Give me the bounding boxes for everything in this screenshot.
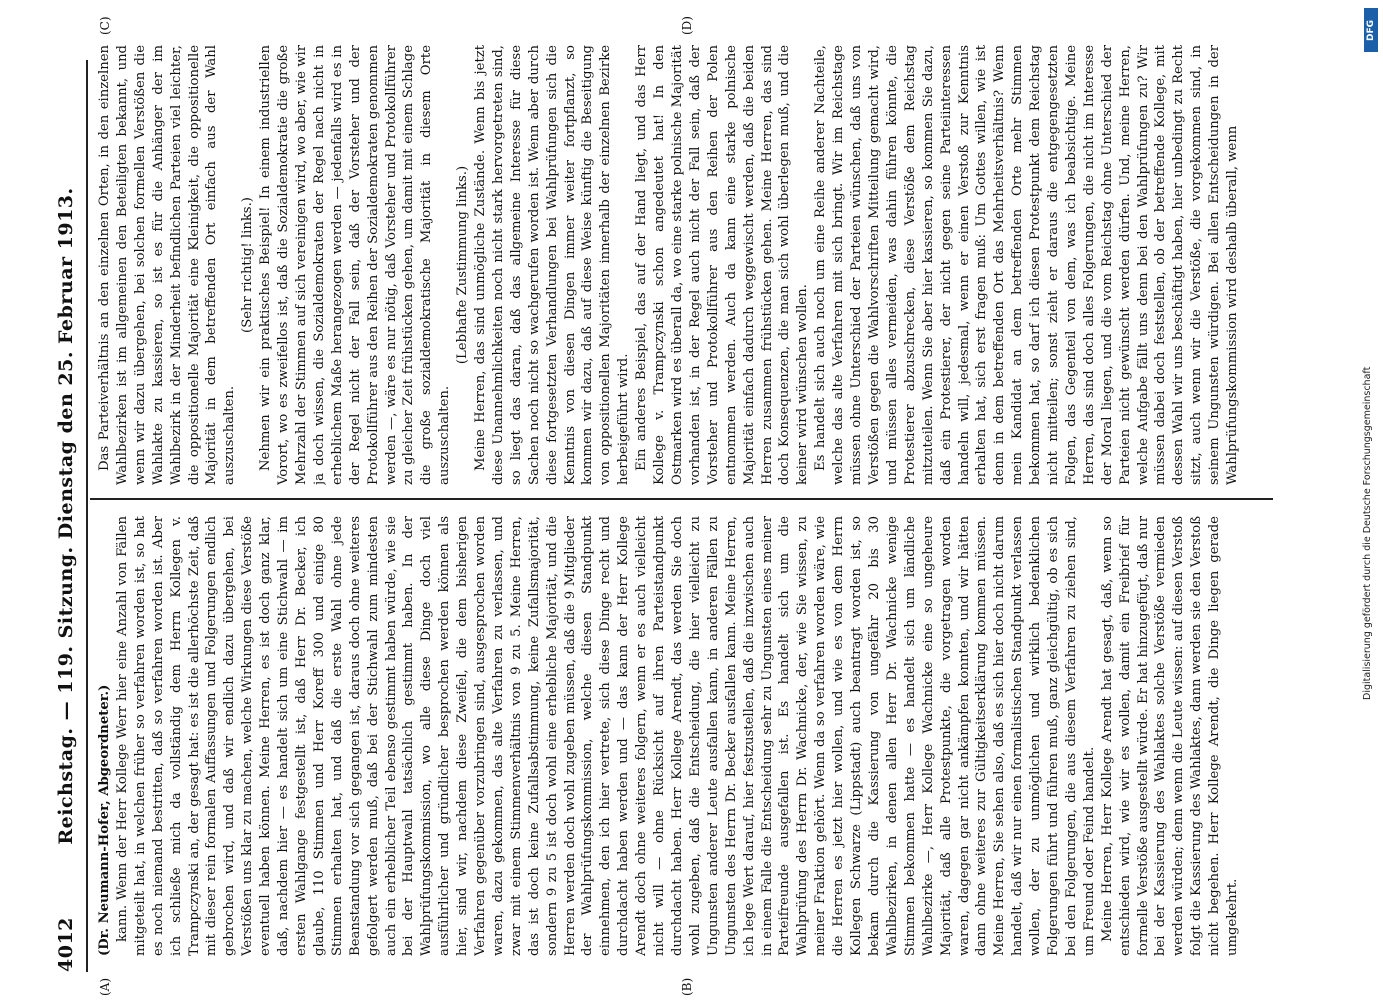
page-number: 4012	[55, 917, 77, 972]
paragraph: Ein anderes Beispiel, das auf der Hand liegt, und das Herr Kollege v. Trampczynski schon angedeutet hat! In den Ostmarken wird es überall da, wo eine starke polnische Majorität vorhanden ist, in der Regel auch nicht der Fall sein, daß der Vorsteher und Protokollführer aus den Reihen der Polen entnommen werden. Auch da kann eine starke polnische Majorität einfach dadurch weggewischt werden, daß die beiden Herren zusammen frühstücken gehen. Meine Herren, das sind doch Konsequenzen, die man sich wohl überlegen muß, und die keiner wird wünschen wollen.	[634, 45, 811, 485]
left-column	[96, 516, 1273, 956]
page-header	[55, 60, 85, 972]
dfg-logo: DFG	[1364, 8, 1378, 52]
interjection: (Lebhafte Zustimmung links.)	[455, 165, 471, 365]
margin-mark-c: (C)	[98, 16, 112, 35]
paragraph: Es handelt sich auch noch um eine Reihe anderer Nachteile, welche das alte Verfahren mit sich bringt. Wir im Reichstage müssen ohne Unterschied der Parteien wünschen, daß uns von Verstößen gegen die Wahlvorschriften Mitteilung gemacht wird, und müssen alles vermeiden, was dahin führen könnte, die Protestierer abzuschrecken, diese Verstöße dem Reichstag mitzuteilen. Wenn Sie aber hier kassieren, so kommen Sie dazu, daß ein Protestierer, der nicht gegen seine Parteiinteressen handeln will, jedesmal, wenn er einen Verstoß zur Kenntnis erhalten hat, sich erst fragen muß: Um Gottes willen, wie ist denn in dem betreffenden Ort das Mehrheitsverhältnis? Wenn mein Kandidat an dem betreffenden Orte mehr Stimmen bekommen hat, so darf ich diesen Protestpunkt dem Reichstag nicht mitteilen; sonst zieht er daraus die entgegengesetzten Folgen, das Gegenteil von dem, was ich beabsichtige. Meine Herren, das sind doch alles Folgerungen, die nicht im Interesse der Moral liegen, und die vom Reichstag ohne Unterschied der Parteien nicht gewünscht werden dürfen. Und, meine Herren, welche Aufgabe fällt uns denn bei den Wahlprüfungen zu? Wir müssen dabei doch feststellen, ob der betreffende Kollege, mit dessen Wahl wir uns beschäftigt haben, hier unbedingt zu Recht sitzt, auch wenn wir die Verstöße, die vorgekommen sind, in seinem Ungunsten würdigen. Bei allen Entscheidungen in der Wahlprüfungskommission wird deshalb überall, wenn	[813, 45, 1241, 485]
margin-mark-b: (B)	[680, 977, 694, 996]
right-column	[96, 45, 1273, 485]
margin-mark-d: (D)	[680, 16, 694, 35]
paragraph: Meine Herren, das sind unmögliche Zustände. Wenn bis jetzt diese Unannehmlichkeiten noch nicht stark hervorgetreten sind, so liegt das daran, daß das allgemeine Interesse für diese Sachen noch nicht so wachgerufen worden ist. Wenn aber durch diese fortgesetzten Verhandlungen bei Wahlprüfungen sich die Kenntnis von diesen Dingen immer weiter fortpflanzt, so kommen wir dazu, daß auf diese Weise künftig die Beseitigung von oppositionellen Majoritäten innerhalb der einzelnen Bezirke herbeigeführt wird.	[473, 45, 632, 485]
margin-mark-a: (A)	[98, 977, 112, 996]
header-rule	[86, 60, 88, 972]
interjection: (Sehr richtig! links.)	[240, 197, 256, 333]
page-title: Reichstag. — 119. Sitzung. Dienstag den 25. Februar 1913.	[55, 187, 77, 845]
paragraph: Nehmen wir ein praktisches Beispiel! In einem industriellen Vorort, wo es zweifellos ist, daß die Sozialdemokratie die große Mehrzahl der Stimmen auf sich vereinigen wird, wo aber, wie wir ja doch wissen, die Sozialdemokraten der Regel nach nicht in erheblichem Maße herangezogen werden — jedenfalls wird es in der Regel nicht der Fall sein, daß der Vorsteher und der Protokollführer aus den Reihen der Sozialdemokraten genommen werden —, wäre es nur nötig, daß Vorsteher und Protokollführer zu gleicher Zeit frühstücken gehen, um damit mit einem Schlage die große sozialdemokratische Majorität in diesem Orte auszuschalten.	[258, 45, 453, 485]
paragraph: Meine Herren, Herr Kollege Arendt hat gesagt, daß, wenn so entschieden wird, wie wir es wollen, damit ein Freibrief für formelle Verstöße ausgestellt würde. Er hat hinzugefügt, daß nur bei der Kassierung des Wahlaktes solche Verstöße vermieden werden würden; denn wenn die Leute wissen: auf diesen Verstoß folgt die Kassierung des Wahlaktes, dann werden sie den Verstoß nicht begehen. Herr Kollege Arendt, die Dinge liegen gerade umgekehrt.	[1099, 516, 1241, 956]
paragraph: kann. Wenn der Herr Kollege Werr hier eine Anzahl von Fällen mitgeteilt hat, in welchen früher so verfahren worden ist, so hat es noch niemand bestritten, daß so verfahren worden ist. Aber ich schließe mich da vollständig dem Herrn Kollegen v. Trampczynski an, der gesagt hat: es ist die allerhöchste Zeit, daß mit dieser rein formalen Auffassungen und Folgerungen endlich gebrochen wird, und daß wir endlich dazu übergehen, bei Verstößen uns klar zu machen, welche Wirkungen diese Verstöße eventuell haben können. Meine Herren, es ist doch ganz klar, daß, nachdem hier — es handelt sich um eine Stichwahl — im ersten Wahlgange festgestellt ist, daß Herr Dr. Becker, ich glaube, 110 Stimmen und Herr Koreff 300 und einige 80 Stimmen erhalten hat, und daß die erste Wahl ohne jede Beanstandung vor sich gegangen ist, daraus doch ohne weiteres gefolgert werden muß, daß bei der Stichwahl zum mindesten auch ein erheblicher Teil ebenso gestimmt haben würde, wie sie bei der Hauptwahl tatsächlich gestimmt haben. In der Wahlprüfungskommission, wo alle diese Dinge doch viel ausführlicher und gründlicher besprochen werden können als hier, sind wir, nachdem diese Zweifel, die dem bisherigen Verfahren gegenüber vorzubringen sind, ausgesprochen worden waren, dazu gekommen, das alte Verfahren zu verlassen, und zwar mit einem Stimmenverhältnis von 9 zu 5. Meine Herren, das ist doch keine Zufallsabstimmung, keine Zufallsmajorität, sondern 9 zu 5 ist doch wohl eine erhebliche Majorität, und die Herren werden doch wohl zugeben müssen, daß die 9 Mitglieder der Wahlprüfungskommission, welche diesen Standpunkt einnehmen, den ich hier vertrete, sich diese Dinge recht und durchdacht haben werden und — das kann der Herr Kollege Arendt doch ohne weiteres folgern, wenn er es auch vielleicht nicht will — ohne Rücksicht auf ihren Parteistandpunkt durchdacht haben. Herr Kollege Arendt, das werden Sie doch wohl zugeben, daß die Entscheidung, die hier vielleicht zu Ungunsten anderer Leute ausfallen kann, in anderen Fällen zu Ungunsten des Herrn Dr. Becker ausfallen kann. Meine Herren, ich lege Wert darauf, hier festzustellen, daß die inzwischen auch in einem Falle die Entscheidung sehr zu Ungunsten eines meiner Parteifreunde ausgefallen ist. Es handelt sich um die Wahlprüfung des Herrn Dr. Wachnicke, der, wie Sie wissen, zu meiner Fraktion gehört. Wenn da so verfahren worden wäre, wie die Herren es jetzt hier wollen, und wie es von dem Herrn Kollegen Schwarze (Lippstadt) auch beantragt worden ist, so bekam durch die Kassierung von ungefähr 20 bis 30 Wahlbezirken, in denen allen Herr Dr. Wachnicke wenige Stimmen bekommen hatte — es handelt sich um ländliche Wahlbezirke —, Herr Kollege Wachnicke eine so ungeheure Majorität, daß alle Protestpunkte, die vorgetragen worden waren, dagegen gar nicht ankämpfen konnten, und wir hätten dann ohne weiteres zur Gültigkeitserklärung kommen müssen. Meine Herren, Sie sehen also, daß es sich hier doch nicht darum handelt, daß wir nur einen formalistischen Standpunkt verlassen wollen, der zu unmöglichen und wirklich bedenklichen Folgerungen führt und führen muß, ganz gleichgültig, ob es sich bei den Folgerungen, die aus diesem Verfahren zu ziehen sind, um Freund oder Feind handelt.	[114, 516, 1097, 956]
speaker-label: (Dr. Neumann-Hofer, Abgeordneter.)	[97, 684, 112, 956]
digitization-credit: Digitalisierung gefördert durch die Deutsche Forschungsgemeinschaft	[1362, 366, 1373, 700]
paragraph: Das Parteiverhältnis an den einzelnen Orten, in den einzelnen Wahlbezirken ist im allgemeinen den Beteiligten bekannt, und wenn wir dazu übergehen, bei solchen formellen Verstößen die Wahlakte zu kassieren, so ist es für die Anhänger der im Wahlbezirk in der Minderheit befindlichen Parteien viel leichter, die oppositionelle Majorität eine Kleinigkeit, die oppositionelle Majorität in dem betreffenden Ort einfach aus der Wahl auszuschalten.	[97, 45, 238, 485]
column-divider	[90, 498, 1273, 500]
